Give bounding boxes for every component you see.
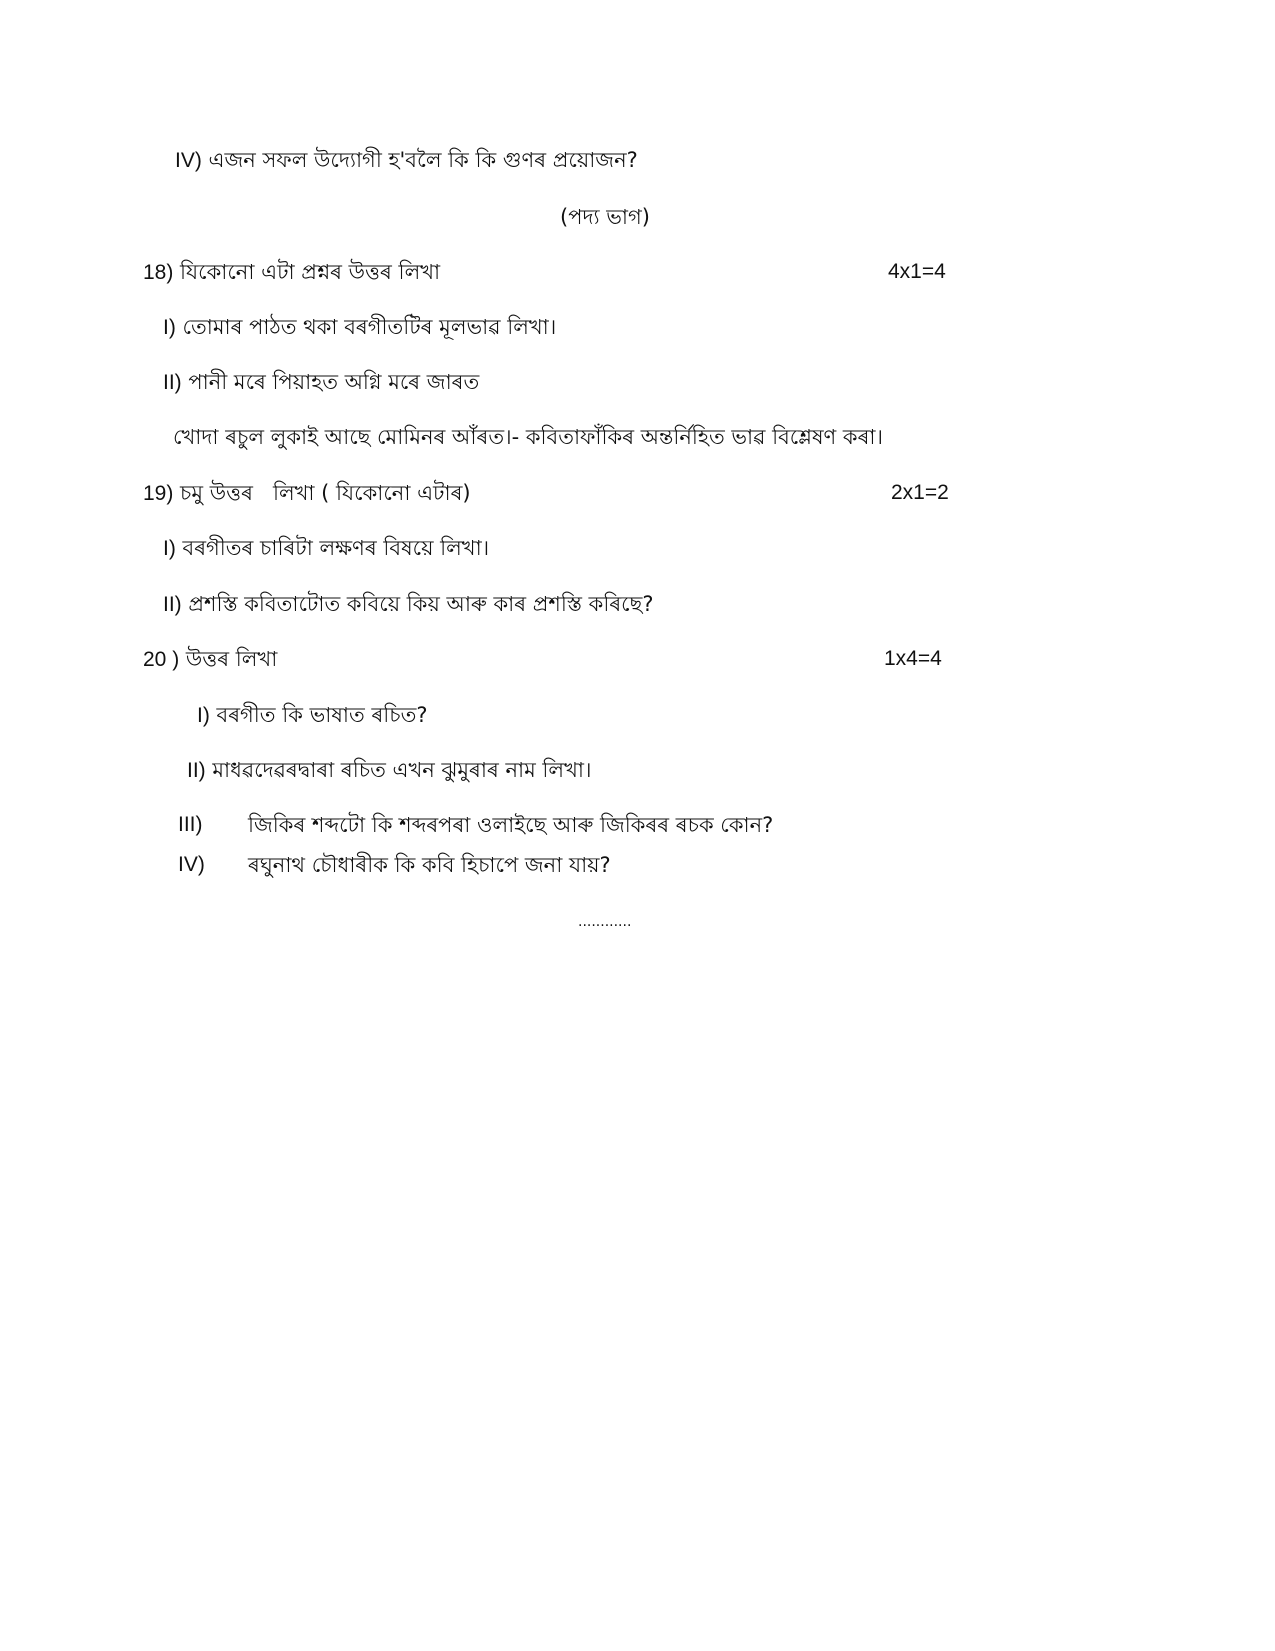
question-19-ii xyxy=(163,590,653,619)
item-number: I) xyxy=(163,537,176,560)
item-number: I) xyxy=(163,316,176,339)
question-20-iii-text: জিকিৰ শব্দটো কি শব্দৰপৰা ওলাইছে আৰু জিকিৰৰ ৰচক কোন? xyxy=(248,813,774,837)
section-heading: (পদ্য ভাগ) xyxy=(560,205,650,229)
item-text: পানী মৰে পিয়াহত অগ্নি মৰে জাৰত xyxy=(188,370,480,394)
question-19 xyxy=(143,479,471,508)
question-19-i xyxy=(163,534,489,563)
item-text: এজন সফল উদ্যোগী হ'বলৈ কি কি গুণৰ প্ৰয়োজন? xyxy=(208,148,638,172)
item-text: প্ৰশস্তি কবিতাটোত কবিয়ে কিয় আৰু কাৰ প্ৰশস্তি কৰিছে? xyxy=(188,592,654,616)
question-20-iv-number: IV) xyxy=(178,853,205,876)
question-text: উত্তৰ লিখা xyxy=(185,647,278,671)
question-20-ii xyxy=(187,756,591,785)
question-18-i xyxy=(163,313,556,342)
question-20-marks: 1x4=4 xyxy=(884,647,942,670)
question-20 xyxy=(143,645,277,674)
item-text: বৰগীত কি ভাষাত ৰচিত? xyxy=(216,703,428,727)
question-number: 19) xyxy=(143,482,174,505)
question-text: চমু উত্তৰ লিখা ( যিকোনো এটাৰ) xyxy=(180,481,471,505)
question-20-iii-number: III) xyxy=(178,813,203,836)
item-text: তোমাৰ পাঠত থকা বৰগীতটিৰ মূলভাৱ লিখা। xyxy=(182,315,557,339)
item-number: II) xyxy=(163,371,182,394)
question-18-continuation: খোদা ৰচুল লুকাই আছে মোমিনৰ আঁৰত।- কবিতাফাঁকিৰ অন্তৰ্নিহিত ভাৱ বিশ্লেষণ কৰা। xyxy=(173,425,884,449)
question-20-iv-text: ৰঘুনাথ চৌধাৰীক কি কবি হিচাপে জনা যায়? xyxy=(248,853,611,877)
question-number: 20 ) xyxy=(143,648,180,671)
end-mark: ............ xyxy=(578,914,632,930)
question-19-marks: 2x1=2 xyxy=(891,481,949,504)
item-number: I) xyxy=(197,704,210,727)
question-text: যিকোনো এটা প্ৰশ্নৰ উত্তৰ লিখা xyxy=(180,260,441,284)
question-number: 18) xyxy=(143,261,174,284)
item-number: II) xyxy=(163,593,182,616)
question-20-i xyxy=(197,701,428,730)
question-18 xyxy=(143,258,440,287)
item-number: II) xyxy=(187,759,206,782)
question-18-marks: 4x1=4 xyxy=(888,260,946,283)
question-18-ii xyxy=(163,368,479,397)
item-number: IV) xyxy=(175,149,202,172)
question-17-iv xyxy=(175,146,638,175)
item-text: মাধৱদেৱৰদ্বাৰা ৰচিত এখন ঝুমুৰাৰ নাম লিখা। xyxy=(212,758,592,782)
item-text: বৰগীতৰ চাৰিটা লক্ষণৰ বিষয়ে লিখা। xyxy=(182,536,490,560)
